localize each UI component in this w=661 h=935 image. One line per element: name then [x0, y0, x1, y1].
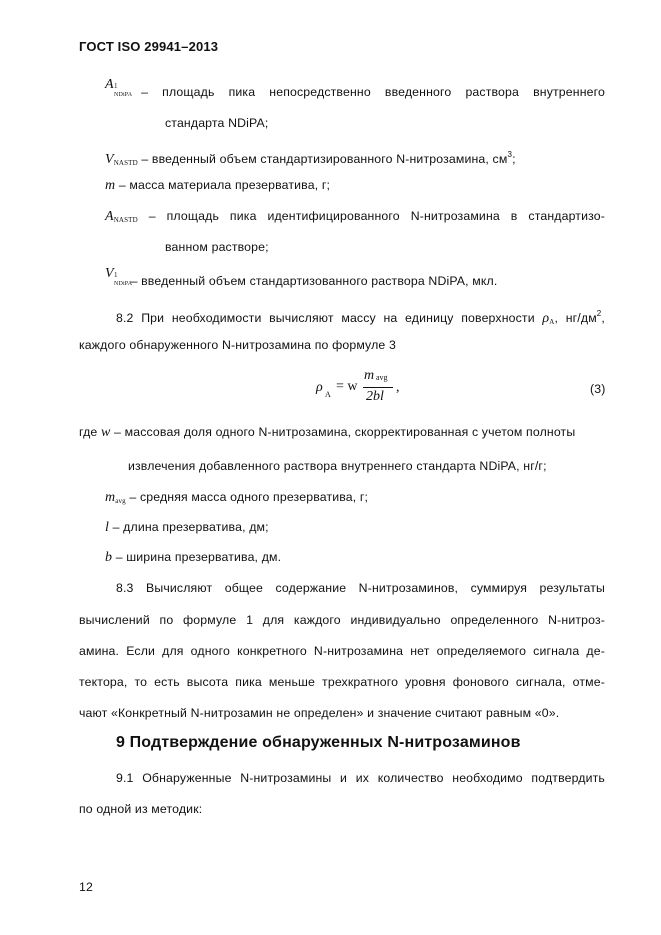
paragraph-8-3-line2: вычислений по формуле 1 для каждого индивидуально определенного N-нитроз- — [79, 613, 605, 627]
symbol-v-ndipa: V 1 NDiPA — [105, 266, 133, 287]
section-9-heading: 9 Подтверждение обнаруженных N-нитрозаминов — [116, 734, 521, 751]
definition-a-ndipa: A 1 NDiPA – площадь пика непосредственно введенного раствора внутреннего — [105, 77, 605, 99]
paragraph-8-3-line5: чают «Конкретный N-нитрозамин не определен» и значение считают равным «0». — [79, 706, 560, 720]
symbol-a-ndipa: A 1 NDiPA — [105, 77, 133, 98]
page-number: 12 — [79, 880, 93, 894]
formula-3: ρ A = w m avg 2bl , — [316, 368, 400, 404]
definition-a-nastd: ANASTD – площадь пика идентифицированного N-нитрозамина в стандартизо- — [105, 209, 605, 224]
where-w: где w – массовая доля одного N-нитрозамина, скорректированная с учетом полноты — [79, 425, 576, 440]
definition-v-nastd: VNASTD – введенный объем стандартизированного N-нитрозамина, $см^3$; — [105, 150, 516, 167]
paragraph-8-2-line1: 8.2 При необходимости вычисляют массу на единицу поверхности ρA, $нг/дм^2$, — [116, 309, 605, 326]
paragraph-8-3-line4: тектора, то есть высота пика меньше трехкратного уровня фонового сигнала, отме- — [79, 675, 605, 689]
document-header: ГОСТ ISO 29941–2013 — [79, 39, 219, 54]
paragraph-8-3-line1: 8.3 Вычисляют общее содержание N-нитрозаминов, суммируя результаты — [116, 581, 605, 595]
paragraph-8-2-line2: каждого обнаруженного N-нитрозамина по формуле 3 — [79, 338, 396, 352]
where-b: b – ширина презерватива, дм. — [105, 550, 282, 565]
definition-m: m – масса материала презерватива, г; — [105, 178, 331, 193]
definition-v-ndipa: V 1 NDiPA – введенный объем стандартизованного раствора NDiPA, мкл. — [105, 266, 498, 288]
formula-number: (3) — [590, 382, 606, 396]
paragraph-9-1-line1: 9.1 Обнаруженные N-нитрозамины и их количество необходимо подтвердить — [116, 771, 605, 785]
definition-a-nastd-cont: ванном растворе; — [165, 240, 269, 254]
definition-a-ndipa-cont: стандарта NDiPA; — [165, 116, 269, 130]
where-m-avg: mavg – средняя масса одного презерватива, г; — [105, 490, 369, 505]
where-l: l – длина презерватива, дм; — [105, 520, 269, 535]
where-w-cont: извлечения добавленного раствора внутреннего стандарта NDiPA, нг/г; — [128, 459, 547, 473]
paragraph-9-1-line2: по одной из методик: — [79, 802, 203, 816]
paragraph-8-3-line3: амина. Если для одного конкретного N-нитрозамина нет определяемого сигнала де- — [79, 644, 605, 658]
